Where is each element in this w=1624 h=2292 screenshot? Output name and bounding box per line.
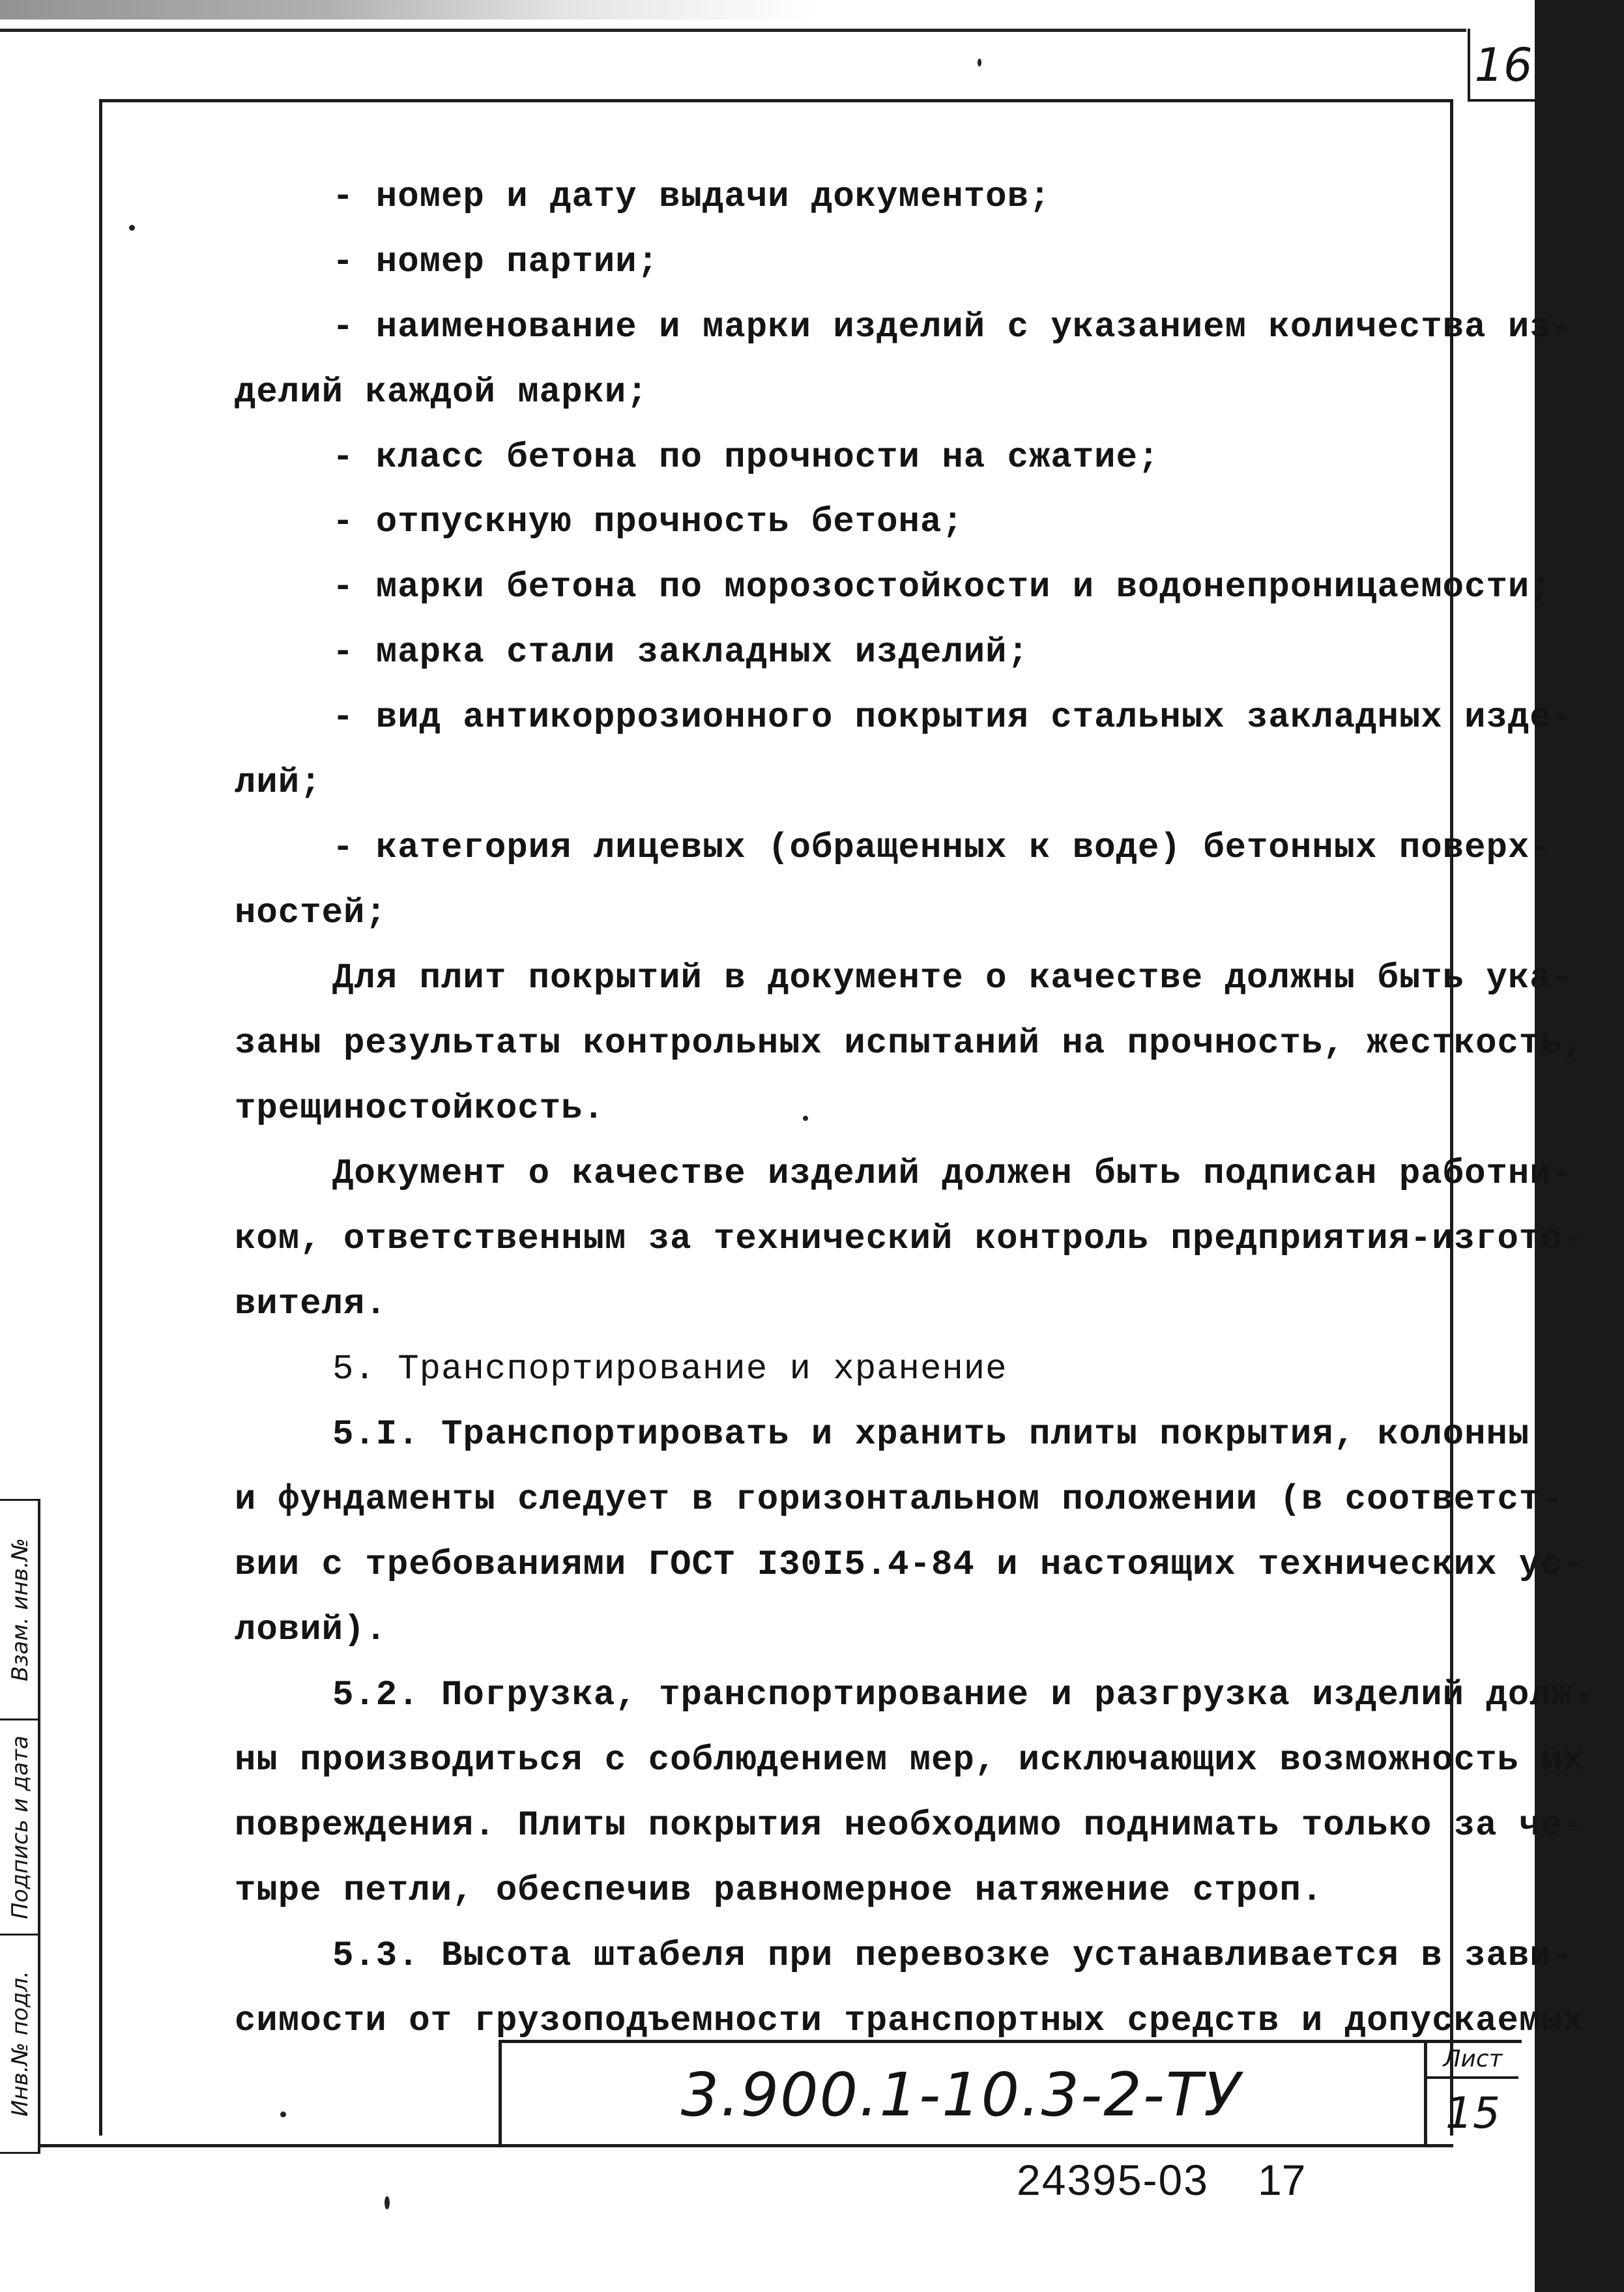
scan-speck [129,225,135,231]
text-line: тыре петли, обеспечив равномерное натяжение строп. [235,1871,1324,1911]
stamp-cell [0,1720,40,1936]
text-line: - марки бетона по морозостойкости и водонепроницаемости; [332,568,1552,607]
text-line: - номер и дату выдачи документов; [332,177,1051,217]
text-line: - вид антикоррозионного покрытия стальных закладных изде- [332,698,1574,738]
sheet-number: 15 [1445,2088,1500,2138]
text-line: ны производиться с соблюдением мер, исключающих возможность их [235,1741,1585,1780]
scan-speck [978,59,981,66]
text-line: Документ о качестве изделий должен быть подписан работни- [332,1154,1574,1194]
text-line: 5.2. Погрузка, транспортирование и разгрузка изделий долж- [332,1675,1595,1715]
text-line: симости от грузоподъемности транспортных средств и допускаемых [235,2001,1585,2041]
scan-speck [384,2196,390,2209]
binding-stamp [0,1499,40,2154]
text-line: повреждения. Плиты покрытия необходимо поднимать только за че- [235,1806,1585,1846]
text-line: делий каждой марки; [235,373,648,413]
text-line: вителя. [235,1284,387,1324]
text-line: Для плит покрытий в документе о качестве должны быть ука- [332,959,1574,998]
text-line: вии с требованиями ГОСТ I30I5.4-84 и настоящих технических ус- [235,1545,1585,1585]
text-line: трещиностойкость. [235,1089,605,1129]
text-line: - номер партии; [332,242,660,282]
text-line: заны результаты контрольных испытаний на прочность, жесткость, [235,1024,1585,1064]
stamp-label: Инв.№ подл. [7,1971,33,2117]
text-line: лий; [235,763,322,803]
top-rule [0,29,1466,32]
stamp-cell [0,1499,40,1720]
corner-page-number: 16 [1474,38,1533,92]
scan-streak [0,0,815,20]
text-line: ловий). [235,1610,387,1650]
text-line: - отпускную прочность бетона; [332,502,964,542]
scan-speck [280,2111,286,2117]
archive-code: 24395-03 [1017,2156,1209,2204]
document-code: 3.900.1-10.3-2-ТУ [680,2060,1242,2130]
section-heading: 5. Транспортирование и хранение [332,1350,1008,1389]
text-line: - класс бетона по прочности на сжатие; [332,438,1160,478]
text-line: 5.I. Транспортировать и хранить плиты покрытия, колонны [332,1415,1530,1455]
text-line: и фундаменты следует в горизонтальном положении (в соответст- [235,1480,1563,1520]
text-line: 5.3. Высота штабеля при перевозке устанавливается в зави- [332,1936,1574,1976]
text-line: ком, ответственным за технический контроль предприятия-изгото- [235,1219,1585,1259]
text-line: ностей; [235,893,387,933]
stamp-label: Взам. инв.№ [7,1537,33,1682]
text-line: - категория лицевых (обращенных к воде) бетонных поверх- [332,828,1552,868]
sheet-label: Лист [1427,2043,1518,2079]
stamp-label: Подпись и дата [7,1735,33,1919]
archive-sheet-number: 17 [1258,2156,1306,2204]
stamp-cell [0,1936,40,2154]
text-line: - наименование и марки изделий с указанием количества из- [332,308,1574,347]
scan-speck [803,1116,808,1121]
text-line: - марка стали закладных изделий; [332,633,1029,673]
